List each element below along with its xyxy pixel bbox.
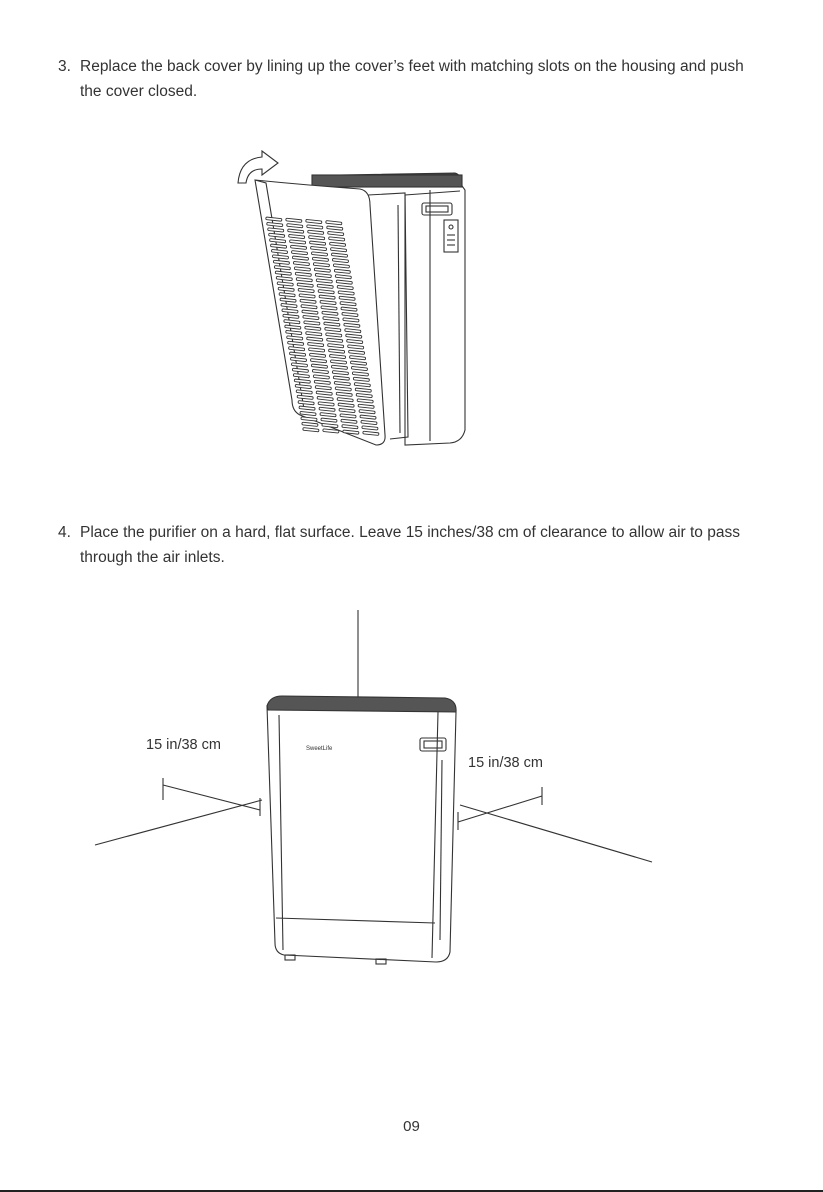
back-cover-illustration	[200, 145, 500, 455]
step-number: 4.	[58, 524, 71, 541]
clearance-illustration	[80, 600, 680, 990]
right-clearance-label: 15 in/38 cm	[468, 755, 543, 771]
left-clearance-label: 15 in/38 cm	[146, 737, 221, 753]
step-4	[58, 520, 748, 570]
page-number: 09	[403, 1118, 420, 1135]
step-3	[58, 54, 748, 104]
step-text: Replace the back cover by lining up the cover’s feet with matching slots on the housing and push the cover closed.	[80, 58, 744, 100]
brand-logo: SweetLife	[306, 746, 333, 752]
step-text: Place the purifier on a hard, flat surface. Leave 15 inches/38 cm of clearance to allow air to pass through the air inlets.	[80, 524, 740, 566]
step-number: 3.	[58, 58, 71, 75]
